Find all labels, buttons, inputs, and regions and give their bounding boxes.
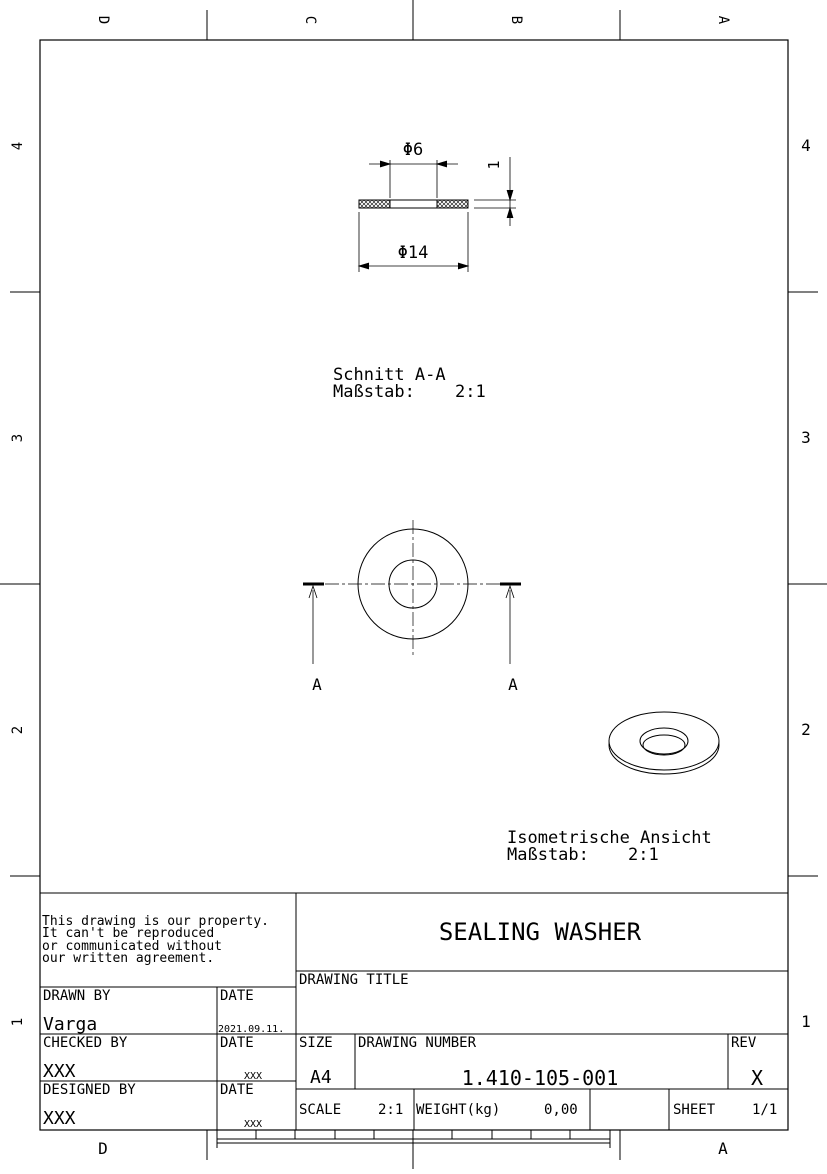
section-scale-value: 2:1 bbox=[455, 382, 486, 402]
zone-col-a-bottom: A bbox=[718, 1139, 728, 1158]
dim-outer-diameter: Φ14 bbox=[397, 243, 429, 263]
checked-by-label: CHECKED BY bbox=[43, 1035, 128, 1051]
iso-top-face bbox=[609, 712, 719, 770]
iso-scale-value: 2:1 bbox=[628, 845, 659, 865]
zone-row-1-right: 1 bbox=[801, 1012, 811, 1031]
scale-value: 2:1 bbox=[378, 1102, 404, 1118]
isometric-view bbox=[507, 712, 719, 865]
dim-inner-diameter: Φ6 bbox=[402, 140, 424, 160]
rev-value: X bbox=[750, 1066, 764, 1090]
weight-label: WEIGHT(kg) bbox=[416, 1102, 501, 1118]
section-dimensions bbox=[359, 157, 516, 272]
sheet-value: 1/1 bbox=[752, 1102, 778, 1118]
checked-date-label: DATE bbox=[220, 1035, 254, 1051]
checked-by-value: XXX bbox=[43, 1061, 76, 1082]
checked-date-value: XXX bbox=[244, 1071, 263, 1082]
front-view bbox=[303, 520, 521, 694]
notice-line-3: or communicated without bbox=[42, 939, 223, 954]
zone-row-2-left: 2 bbox=[10, 725, 26, 735]
scale-label: SCALE bbox=[299, 1102, 342, 1118]
iso-scale-label: Maßstab: bbox=[507, 845, 589, 865]
drawn-by-value: Varga bbox=[43, 1014, 98, 1035]
rev-label: REV bbox=[731, 1035, 757, 1051]
size-label: SIZE bbox=[299, 1035, 333, 1051]
section-hatch-right bbox=[437, 200, 468, 208]
zone-col-a: A bbox=[715, 15, 731, 25]
drawing-number-label: DRAWING NUMBER bbox=[358, 1035, 477, 1051]
sheet-label: SHEET bbox=[673, 1102, 716, 1118]
designed-date-value: XXX bbox=[244, 1119, 263, 1130]
notice-line-1: This drawing is our property. bbox=[42, 914, 269, 929]
notice-line-2: It can't be reproduced bbox=[42, 926, 215, 941]
size-value: A4 bbox=[310, 1067, 332, 1088]
dim-thickness: 1 bbox=[485, 160, 503, 170]
zone-col-c: C bbox=[302, 15, 318, 25]
cutting-plane bbox=[303, 584, 521, 664]
drawing-title: SEALING WASHER bbox=[438, 918, 642, 946]
property-notice bbox=[42, 914, 269, 966]
cut-label-right: A bbox=[508, 675, 518, 694]
designed-by-value: XXX bbox=[43, 1108, 76, 1129]
drawn-date-label: DATE bbox=[220, 988, 254, 1004]
cut-label-left: A bbox=[312, 675, 322, 694]
center-lines bbox=[325, 520, 501, 658]
drawn-date-value: 2021.09.11. bbox=[218, 1024, 285, 1035]
notice-line-4: our written agreement. bbox=[42, 951, 215, 966]
weight-value: 0,00 bbox=[544, 1102, 578, 1118]
inner-border bbox=[40, 40, 788, 1130]
zone-col-d: D bbox=[95, 15, 111, 25]
designed-by-label: DESIGNED BY bbox=[43, 1082, 136, 1098]
zone-col-b: B bbox=[508, 15, 524, 25]
iso-title: Isometrische Ansicht bbox=[507, 828, 712, 848]
section-hatch-left bbox=[359, 200, 390, 208]
zone-row-2-right: 2 bbox=[801, 720, 811, 739]
drawing-title-label: DRAWING TITLE bbox=[299, 972, 409, 988]
drawn-by-label: DRAWN BY bbox=[43, 988, 111, 1004]
section-bore bbox=[390, 200, 437, 208]
zone-row-3-right: 3 bbox=[801, 428, 811, 447]
zone-row-1-left: 1 bbox=[10, 1017, 26, 1027]
title-block-text bbox=[42, 914, 777, 1130]
zone-row-3-left: 3 bbox=[10, 433, 26, 443]
designed-date-label: DATE bbox=[220, 1082, 254, 1098]
zone-col-d-bottom: D bbox=[98, 1139, 108, 1158]
zone-row-4-left: 4 bbox=[10, 141, 26, 151]
section-title: Schnitt A-A bbox=[333, 365, 446, 385]
zone-row-4-right: 4 bbox=[801, 136, 811, 155]
section-view bbox=[333, 140, 516, 402]
drawing-number: 1.410-105-001 bbox=[461, 1066, 619, 1090]
section-scale-label: Maßstab: bbox=[333, 382, 415, 402]
